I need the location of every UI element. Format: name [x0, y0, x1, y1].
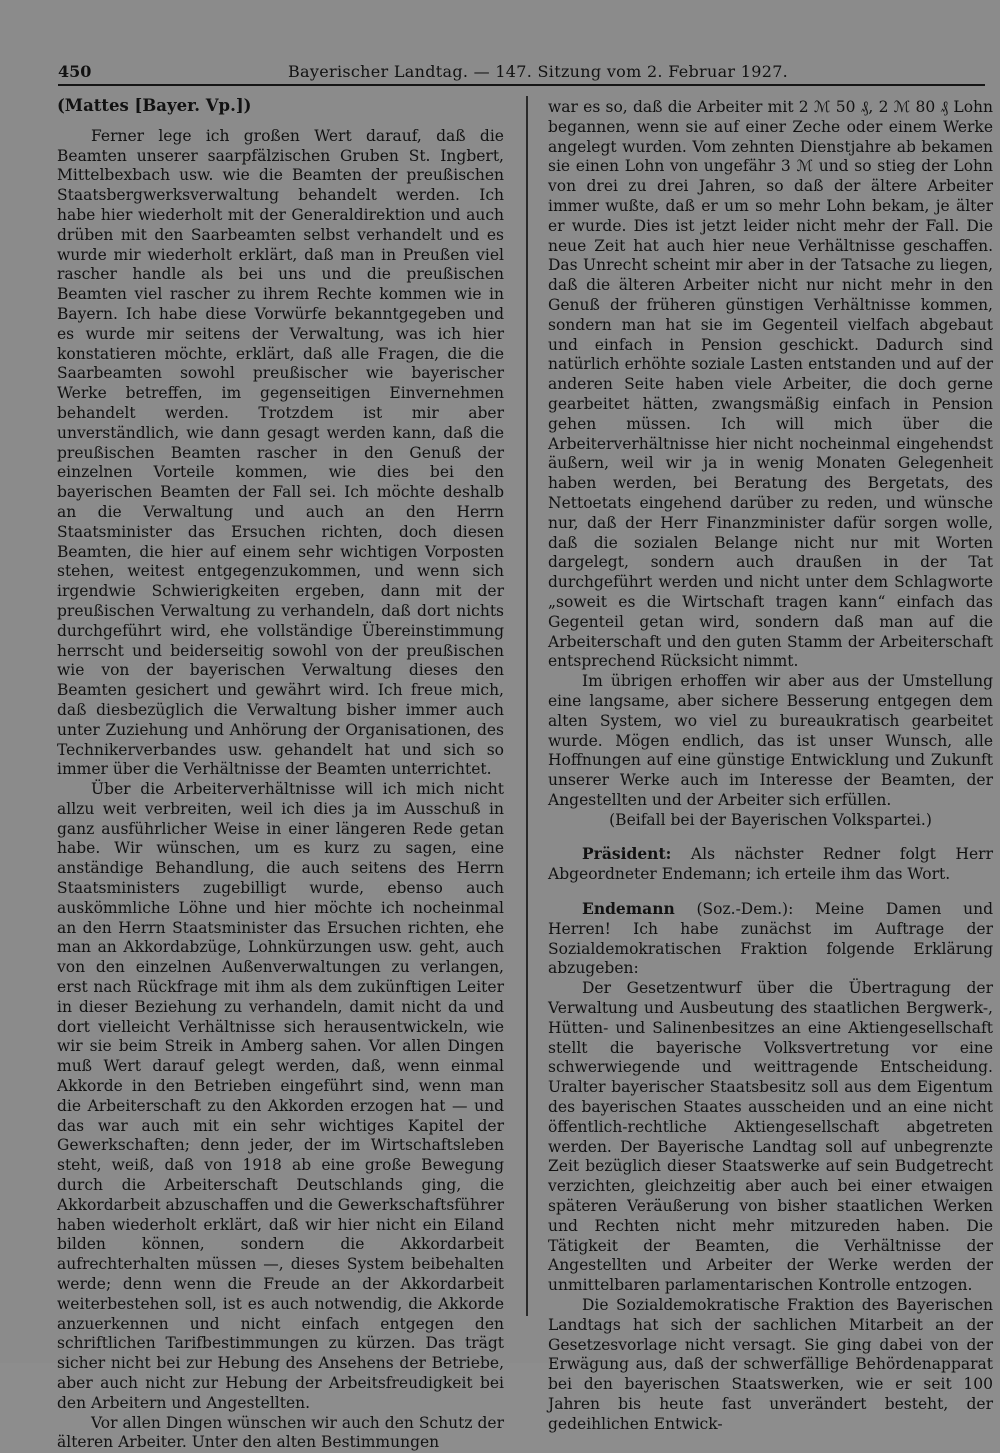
paragraph: war es so, daß die Arbeiter mit 2 ℳ 50 ₰, 2 ℳ 80 ₰ Lohn begannen, wenn sie auf einer Zeche oder einem Werke angelegt wurden. Vom zehnten Dienstjahre ab bekamen sie einen Lohn von ungefähr 3 ℳ und so stieg der Lohn von drei zu drei Jahren, so daß der ältere Arbeiter immer wußte, daß er um so mehr Lohn bekam, je älter er wurde. Dies ist jetzt leider nicht mehr der Fall. Die neue Zeit hat auch hier neue Verhältnisse geschaffen. Das Unrecht scheint mir aber in der Tatsache zu liegen, daß die älteren Arbeiter nicht nur nicht mehr in den Genuß der früheren günstigen Verhältnisse kommen, sondern man hat sie im Gegenteil vielfach abgebaut und einfach in Pension geschickt. Dadurch sind natürlich erhöhte soziale Lasten entstanden und auf der anderen Seite haben viele Arbeiter, die doch gerne gearbeitet hätten, zwangsmäßig einfach in Pension gehen müssen. Ich will mich über die Arbeiterverhältnisse hier nicht nocheinmal eingehendst äußern, weil wir ja in wenig Monaten Gelegenheit haben werden, bei Beratung des Bergetats, des Nettoetats eingehend darüber zu reden, und wünsche nur, daß der Herr Finanzminister dafür sorgen wolle, daß die sozialen Belange nicht nur mit Worten dargelegt, sondern auch draußen in der Tat durchgeführt werden und nicht unter dem Schlagworte „soweit es die Wirtschaft tragen kann“ einfach das Gegenteil getan wird, sondern daß man auf die Arbeiterschaft und den guten Stamm der Arbeiterschaft entsprechend Rücksicht nimmt. [548, 98, 993, 671]
president-label: Präsident: [582, 844, 672, 864]
president-statement [548, 844, 993, 885]
endemann-label: Endemann [582, 899, 675, 919]
page-header [58, 56, 985, 86]
paragraph: Ferner lege ich großen Wert darauf, daß die Beamten unserer saarpfälzischen Gruben St. Ingbert, Mittelbexbach usw. wie die Beamten der preußischen Staatsbergwerksverwaltung behandelt werden. Ich habe hier wiederholt mit der Generaldirektion und auch drüben mit den Saarbeamten selbst verhandelt und es wurde mir wiederholt erklärt, daß man in Preußen viel rascher handle als bei uns und die preußischen Beamten viel rascher zu ihrem Rechte kommen wie in Bayern. Ich habe diese Vorwürfe bekanntgegeben und es wurde mir seitens der Verwaltung, was ich hier konstatieren möchte, erklärt, daß alle Fragen, die die Saarbeamten sowohl preußischer wie bayerischer Werke betreffen, im gegenseitigen Einvernehmen behandelt werden. Trotzdem ist mir aber unverständlich, wie dann gesagt werden kann, daß die preußischen Beamten rascher in den Genuß der einzelnen Vorteile kommen, wie dies bei den bayerischen Beamten der Fall sei. Ich möchte deshalb an die Verwaltung und auch an den Herrn Staatsminister das Ersuchen richten, doch diesen Beamten, die hier auf einem sehr wichtigen Vorposten stehen, weitest entgegenzukommen, und wenn sich irgendwie Schwierigkeiten ergeben, dann mit der preußischen Verwaltung zu verhandeln, daß dort nichts durchgeführt wird, ehe vollständige Übereinstimmung herrscht und beiderseitig sowohl von der preußischen wie von der bayerischen Verwaltung dieses den Beamten gesichert und gewährt wird. Ich freue mich, daß diesbezüglich die Verwaltung bisher immer auch unter Zuziehung und Anhörung der Organisationen, des Technikerverbandes usw. gehandelt hat und sich so immer über die Verhältnisse der Beamten unterrichtet. [57, 126, 504, 779]
endemann-statement [548, 899, 993, 979]
declaration-paragraph: Der Gesetzentwurf über die Übertragung der Verwaltung und Ausbeutung des staatlichen Bergwerk-, Hütten- und Salinenbesitzes an eine Aktiengesellschaft stellt die bayerische Volksvertretung vor eine schwerwiegende und weittragende Entscheidung. Uralter bayerischer Staatsbesitz soll aus dem Eigentum des bayerischen Staates ausscheiden und an eine nicht öffentlich-rechtliche Aktiengesellschaft abgetreten werden. Der Bayerische Landtag soll auf unbegrenzte Zeit bezüglich dieser Staatswerke auf sein Budgetrecht verzichten, gleichzeitig aber auch bei einer etwaigen späteren Veräußerung von bisher staatlichen Werken und Rechten nicht mehr mitzureden haben. Die Tätigkeit der Beamten, die Verhältnisse der Angestellten und Arbeiter der Werke werden der unmittelbaren parlamentarischen Kontrolle entzogen. [548, 979, 993, 1295]
running-head: Bayerischer Landtag. — 147. Sitzung vom 2. Februar 1927. [288, 62, 789, 81]
declaration-paragraph: Die Sozialdemokratische Fraktion des Bayerischen Landtags hat sich der sachlichen Mitarbeit an der Gesetzesvorlage nicht versagt. Sie ging dabei von der Erwägung aus, daß der schwerfällige Behördenapparat bei den bayerischen Staatswerken, wie er seit 100 Jahren bis heute fast unverändert besteht, der gedeihlichen Entwick- [548, 1296, 993, 1433]
column-divider [526, 96, 528, 1316]
applause-note: (Beifall bei der Bayerischen Volkspartei.) [609, 810, 932, 829]
president-text: Als nächster Redner folgt Herr Abgeordneter Endemann; ich erteile ihm das Wort. [548, 845, 993, 884]
paragraph: Über die Arbeiterverhältnisse will ich mich nicht allzu weit verbreiten, weil ich dies ja im Ausschuß in ganz ausführlicher Weise in einer längeren Rede getan habe. Wir wünschen, um es kurz zu sagen, eine anständige Behandlung, die auch seitens des Herrn Staatsministers zugebilligt wurde, ebenso auch auskömmliche Löhne und hier möchte ich nocheinmal an den Herrn Staatsminister das Ersuchen richten, ehe man an Akkordabzüge, Lohnkürzungen usw. geht, auch von den einzelnen Außenverwaltungen zu verlangen, erst nach Rückfrage mit ihm als dem zukünftigen Leiter in dieser Beziehung zu verhandeln, damit nicht da und dort vielleicht Verhältnisse sich herausentwickeln, wie wir sie beim Streik in Amberg sahen. Vor allen Dingen muß Wert darauf gelegt werden, daß, wenn einmal Akkorde in den Betrieben eingeführt sind, wenn man die Arbeiterschaft zu den Akkorden erzogen hat — und das war auch mit ein sehr wichtiges Kapitel der Gewerkschaften; denn jeder, der im Wirtschaftsleben steht, weiß, daß von 1918 ab eine große Bewegung durch die Arbeiterschaft Deutschlands ging, die Akkordarbeit abzuschaffen und die Gewerkschaftsführer haben wiederholt erklärt, daß wir hier nicht ein Eiland bilden können, sondern die Akkordarbeit aufrechterhalten müssen —, dieses System beibehalten werde; denn wenn die Freude an der Akkordarbeit weiterbestehen soll, ist es auch notwendig, die Akkorde anzuerkennen und nicht einfach entgegen den schriftlichen Tarifbestimmungen zu kürzen. Das trägt sicher nicht bei zur Hebung des Ansehens der Betriebe, aber auch nicht zur Hebung der Arbeitsfreudigkeit bei den Arbeitern und Angestellten. [57, 780, 504, 1412]
paragraph: Vor allen Dingen wünschen wir auch den Schutz der älteren Arbeiter. Unter den alten Bestimmungen [57, 1413, 504, 1452]
speaker-tag: (Mattes [Bayer. Vp.]) [57, 96, 252, 115]
endemann-text: Meine Damen und Herren! Ich habe zunächst im Auftrage der Sozialdemokratischen Fraktion folgende Erklärung abzugeben: [548, 900, 994, 978]
paragraph: Im übrigen erhoffen wir aber aus der Umstellung eine langsame, aber sichere Besserung entgegen dem alten System, wo viel zu bureaukratisch gearbeitet wurde. Mögen endlich, das ist unser Wunsch, alle Hoffnungen auf eine günstige Entwicklung und Zukunft unserer Werke auch im Interesse der Beamten, der Angestellten und der Arbeiter sich erfüllen. [548, 672, 993, 809]
right-column [548, 98, 993, 1435]
endemann-party: (Soz.-Dem.): [696, 900, 794, 919]
left-column [57, 96, 504, 1453]
page-number: 450 [58, 62, 92, 81]
